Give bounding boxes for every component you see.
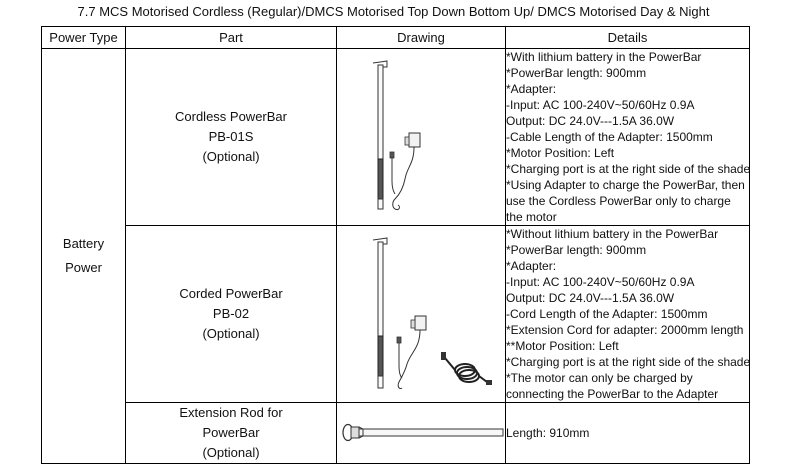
- part-name: Corded PowerBar: [179, 286, 283, 301]
- drawing-cell-corded: [337, 226, 506, 403]
- drawing-cell-cordless: [337, 49, 506, 226]
- detail-line: -Cable Length of the Adapter: 1500mm: [506, 130, 713, 144]
- part-name: Cordless PowerBar: [175, 109, 287, 124]
- detail-line: -Input: AC 100-240V~50/60Hz 0.9A: [506, 98, 695, 112]
- powerbar-adapter-extension-cord-icon: [337, 230, 506, 399]
- details-cell-corded: [506, 226, 750, 403]
- part-name: Extension Rod for: [179, 405, 283, 420]
- power-type-line1: Battery: [62, 236, 105, 251]
- part-cell-cordless: [126, 49, 337, 226]
- part-optional: (Optional): [202, 445, 260, 460]
- header-power-type: Power Type: [42, 27, 126, 49]
- detail-line: *PowerBar length: 900mm: [506, 66, 647, 80]
- detail-line: Output: DC 24.0V---1.5A 36.0W: [506, 291, 675, 305]
- detail-line: Length: 910mm: [506, 426, 590, 440]
- part-optional: (Optional): [202, 326, 260, 341]
- detail-line: *Without lithium battery in the PowerBar: [506, 227, 719, 241]
- table-row-corded-powerbar: [42, 226, 750, 403]
- detail-line: *With lithium battery in the PowerBar: [506, 50, 702, 64]
- drawing-cell-extension-rod: [337, 403, 506, 464]
- detail-line: *PowerBar length: 900mm: [506, 243, 647, 257]
- detail-line: **Motor Position: Left: [506, 339, 619, 353]
- detail-line: *Motor Position: Left: [506, 146, 615, 160]
- header-drawing: Drawing: [337, 27, 506, 49]
- header-row: [42, 27, 750, 49]
- detail-line: -Input: AC 100-240V~50/60Hz 0.9A: [506, 275, 695, 289]
- part-code: PB-02: [212, 306, 250, 321]
- detail-line: *Charging port is at the right side of the shade: [506, 162, 751, 176]
- detail-line: *Adapter:: [506, 259, 557, 273]
- power-type-cell: [42, 49, 126, 464]
- table-row-extension-rod: [42, 403, 750, 464]
- spec-table: [41, 26, 750, 464]
- detail-line: *The motor can only be charged by connecting the PowerBar to the Adapter: [506, 371, 719, 401]
- detail-line: *Extension Cord for adapter: 2000mm length: [506, 323, 744, 337]
- details-cell-extension-rod: [506, 403, 750, 464]
- detail-line: *Adapter:: [506, 82, 557, 96]
- power-type-line2: Power: [65, 260, 102, 275]
- header-part: Part: [126, 27, 337, 49]
- header-details: Details: [506, 27, 750, 49]
- detail-line: *Using Adapter to charge the PowerBar, then use the Cordless PowerBar only to charge the motor: [506, 178, 745, 224]
- part-optional: (Optional): [202, 149, 260, 164]
- part-code: PB-01S: [208, 129, 254, 144]
- extension-rod-icon: [337, 407, 506, 460]
- detail-line: Output: DC 24.0V---1.5A 36.0W: [506, 114, 675, 128]
- part-code: PowerBar: [202, 425, 260, 440]
- detail-line: -Cord Length of the Adapter: 1500mm: [506, 307, 708, 321]
- table-row-cordless-powerbar: [42, 49, 750, 226]
- document-title: 7.7 MCS Motorised Cordless (Regular)/DMCS Motorised Top Down Bottom Up/ DMCS Motorised Day & Night: [77, 4, 710, 19]
- part-cell-extension-rod: [126, 403, 337, 464]
- part-cell-corded: [126, 226, 337, 403]
- detail-line: *Charging port is at the right side of the shade: [506, 355, 751, 369]
- details-cell-cordless: [506, 49, 750, 226]
- powerbar-with-adapter-icon: [337, 49, 506, 225]
